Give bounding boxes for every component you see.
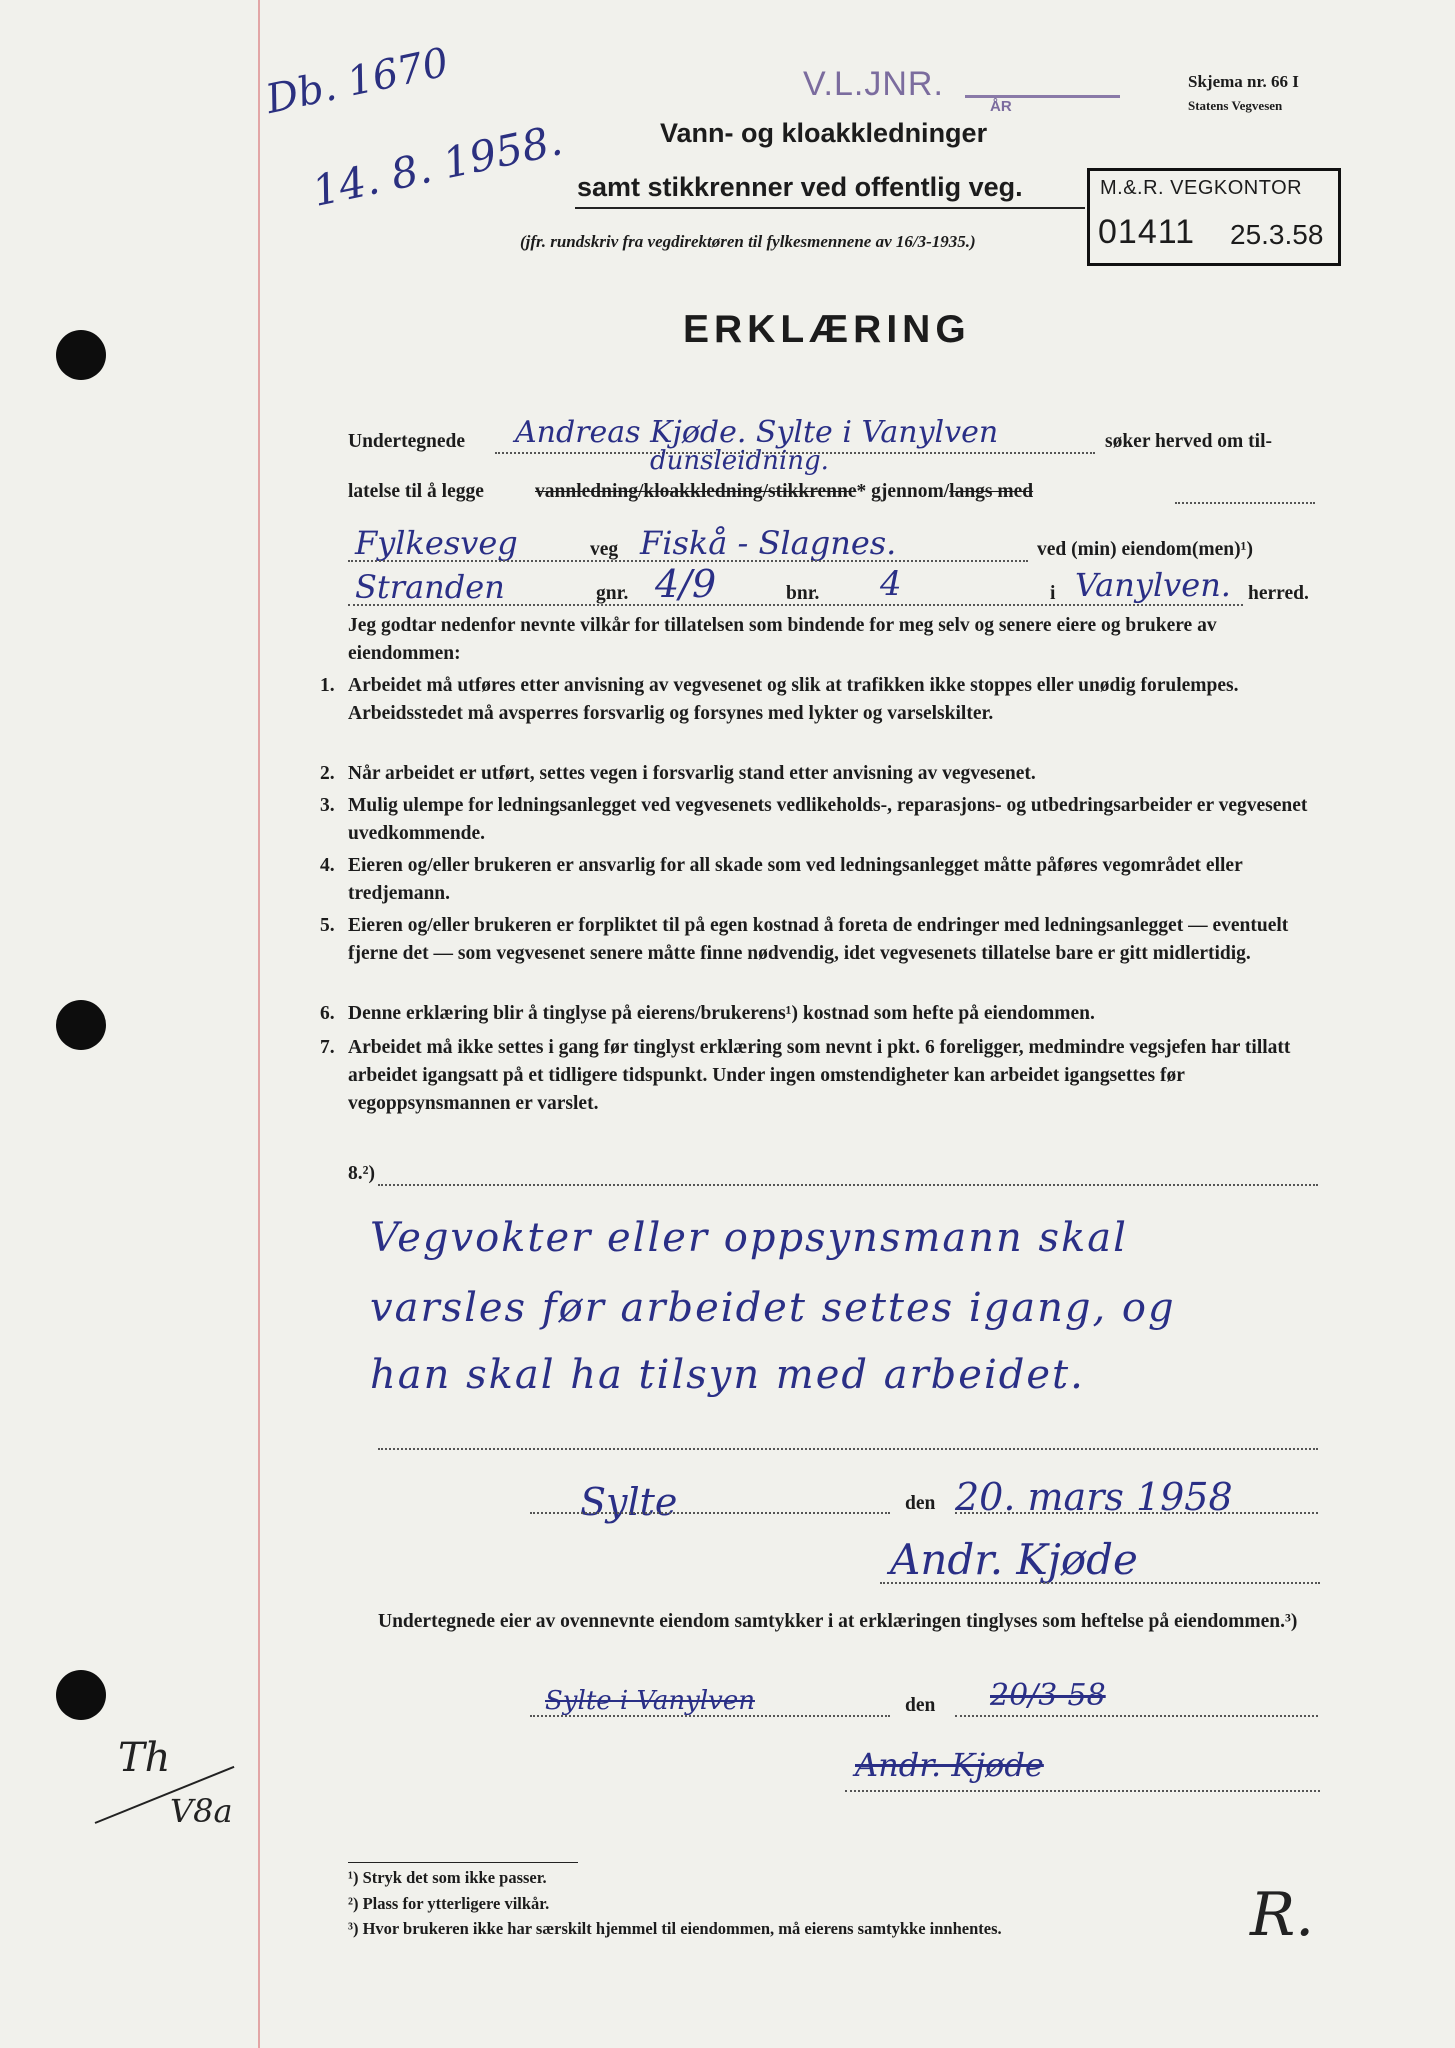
condition-number: 3. xyxy=(320,795,335,816)
bnr-label: bnr. xyxy=(786,583,820,604)
extra-condition-line-1: Vegvokter eller oppsynsmann skal xyxy=(370,1215,1128,1261)
journal-stamp: V.L.JNR. xyxy=(803,65,944,103)
herred-label: herred. xyxy=(1248,583,1309,604)
soker-text: søker herved om til- xyxy=(1105,431,1272,452)
struck-options xyxy=(535,478,1033,506)
signature1-name: Andr. Kjøde xyxy=(890,1535,1138,1584)
footnote: ²) Plass for ytterligere vilkår. xyxy=(348,1894,550,1913)
footnote: ³) Hvor brukeren ikke har særskilt hjemmel til eiendommen, må eierens samtykke innhentes. xyxy=(348,1919,1002,1938)
consent-text: Undertegnede eier av ovennevnte eiendom samtykker i at erklæringen tinglyses som heftelse på eiendommen.³) xyxy=(378,1611,1298,1632)
form-heading-1: Vann- og kloakkledninger xyxy=(660,118,988,148)
veg-label: veg xyxy=(590,539,619,560)
i-label: i xyxy=(1050,583,1056,604)
punch-hole xyxy=(56,1000,106,1050)
signature2-den: den xyxy=(905,1695,936,1716)
journal-stamp-year: ÅR xyxy=(990,98,1012,115)
signature1-den: den xyxy=(905,1493,936,1514)
condition-text: Arbeidet må ikke settes i gang før tinglyst erklæring som nevnt i pkt. 6 foreligger, medmindre vegsjefen har tillatt arbeidet igangsatt på et tidligere tidspunkt. Under ingen omstendigheter kan arbeidet igangsettes før vegoppsynsmannen er varslet. xyxy=(348,1037,1291,1114)
punch-hole xyxy=(56,1670,106,1720)
condition-item xyxy=(320,792,1318,848)
condition-text: Eieren og/eller brukeren er ansvarlig for all skade som ved ledningsanlegget måtte påføres vegområdet eller tredjemann. xyxy=(348,855,1243,904)
road-name: Fylkesveg xyxy=(355,524,518,562)
condition-item xyxy=(320,1000,1318,1028)
agency-name: Statens Vegvesen xyxy=(1188,98,1283,113)
condition-number: 2. xyxy=(320,763,335,784)
condition-text: Arbeidet må utføres etter anvisning av vegvesenet og slik at trafikken ikke stoppes eller unødig forulempes. Arbeidsstedet må avsperres forsvarlig og forsynes med lykter og varselskilter. xyxy=(348,675,1239,724)
farm-name: Stranden xyxy=(355,568,505,606)
condition-number: 1. xyxy=(320,675,335,696)
extra-condition-line xyxy=(378,1184,1318,1186)
signature1-place: Sylte xyxy=(580,1480,678,1524)
office-stamp-title: M.&.R. VEGKONTOR xyxy=(1100,177,1303,199)
page-title: ERKLÆRING xyxy=(683,308,971,351)
journal-stamp-line xyxy=(965,95,1120,98)
signature2-date-line xyxy=(955,1715,1318,1717)
signature1-date: 20. mars 1958 xyxy=(955,1475,1233,1519)
signature2-date: 20/3-58 xyxy=(990,1678,1106,1713)
struck-options-text: vannledning/kloakkledning/stikkrenne xyxy=(535,481,857,502)
margin-note-top: Th xyxy=(118,1735,171,1781)
punch-hole xyxy=(56,330,106,380)
signature1-place-line xyxy=(530,1512,890,1514)
condition-text: Denne erklæring blir å tinglyse på eierens/brukerens¹) kostnad som hefte på eiendommen. xyxy=(348,1003,1095,1024)
gnr-value: 4/9 xyxy=(655,562,717,606)
signature1-name-line xyxy=(880,1582,1320,1584)
signature2-name: Andr. Kjøde xyxy=(855,1746,1044,1784)
road-section: Fiskå - Slagnes. xyxy=(640,524,897,562)
condition-number: 7. xyxy=(320,1037,335,1058)
condition-text: Mulig ulempe for ledningsanlegget ved vegvesenets vedlikeholds-, reparasjons- og utbedringsarbeider er vegvesenet uvedkommende. xyxy=(348,795,1308,844)
condition-number: 6. xyxy=(320,1003,335,1024)
signature2-place-line xyxy=(530,1715,890,1717)
margin-note-bottom: V8a xyxy=(170,1792,233,1830)
handwritten-date: 14. 8. 1958. xyxy=(308,115,567,216)
condition-item xyxy=(320,1034,1318,1118)
condition-number: 4. xyxy=(320,855,335,876)
langs-med-text: langs med xyxy=(949,481,1034,502)
footnote-rule xyxy=(348,1862,578,1863)
condition-item xyxy=(320,852,1318,908)
extra-condition-line-2: varsles før arbeidet settes igang, og xyxy=(370,1285,1176,1331)
extra-condition-line-3: han skal ha tilsyn med arbeidet. xyxy=(370,1352,1085,1398)
herred-value: Vanylven. xyxy=(1075,566,1231,604)
fill-line xyxy=(1175,502,1315,504)
office-stamp-date: 25.3.58 xyxy=(1230,219,1324,250)
condition-number: 5. xyxy=(320,915,335,936)
condition-text: Eieren og/eller brukeren er forpliktet til på egen kostnad å foreta de endringer med ledningsanlegget — eventuelt fjerne det — som vegvesenet senere måtte finne nødvendig, idet vegvesenets tillatelse bare er gitt midlertidig. xyxy=(348,915,1289,964)
eiendom-label: ved (min) eiendom(men)¹) xyxy=(1037,539,1253,560)
initial-mark: R. xyxy=(1250,1880,1315,1950)
footnote: ¹) Stryk det som ikke passer. xyxy=(348,1868,547,1887)
form-number: Skjema nr. 66 I xyxy=(1188,72,1299,91)
bnr-value: 4 xyxy=(880,564,902,604)
gjennom-text: * gjennom/ xyxy=(856,481,950,502)
undertegnede-label: Undertegnede xyxy=(348,431,465,452)
extra-condition-label: 8.²) xyxy=(348,1163,375,1184)
tillatelse-text: latelse til å legge xyxy=(348,481,484,502)
signature2-name-line xyxy=(845,1790,1320,1792)
condition-item xyxy=(320,672,1318,728)
gnr-label: gnr. xyxy=(596,583,629,604)
signature2-place: Sylte i Vanylven xyxy=(545,1686,755,1716)
farm-line xyxy=(348,604,1243,606)
office-stamp-number: 01411 xyxy=(1098,213,1196,251)
condition-text: Når arbeidet er utført, settes vegen i forsvarlig stand etter anvisning av vegvesenet. xyxy=(348,763,1036,784)
signature1-date-line xyxy=(955,1512,1318,1514)
condition-item xyxy=(320,912,1318,968)
office-stamp xyxy=(1087,168,1341,266)
extra-condition-line xyxy=(378,1448,1318,1450)
condition-item xyxy=(320,760,1318,788)
inserted-item: dunsleidning. xyxy=(650,446,829,476)
margin-rule xyxy=(258,0,260,2048)
heading-underline xyxy=(575,207,1085,209)
circular-reference: (jfr. rundskriv fra vegdirektøren til fylkesmennene av 16/3-1935.) xyxy=(520,232,976,251)
applicant-name: Andreas Kjøde. Sylte i Vanylven xyxy=(515,415,999,450)
form-heading-2: samt stikkrenner ved offentlig veg. xyxy=(577,172,1023,202)
handwritten-ref: Db. 1670 xyxy=(262,39,453,123)
intro-text: Jeg godtar nedenfor nevnte vilkår for tillatelsen som bindende for meg selv og senere eiere og brukere av eiendommen: xyxy=(348,615,1217,664)
